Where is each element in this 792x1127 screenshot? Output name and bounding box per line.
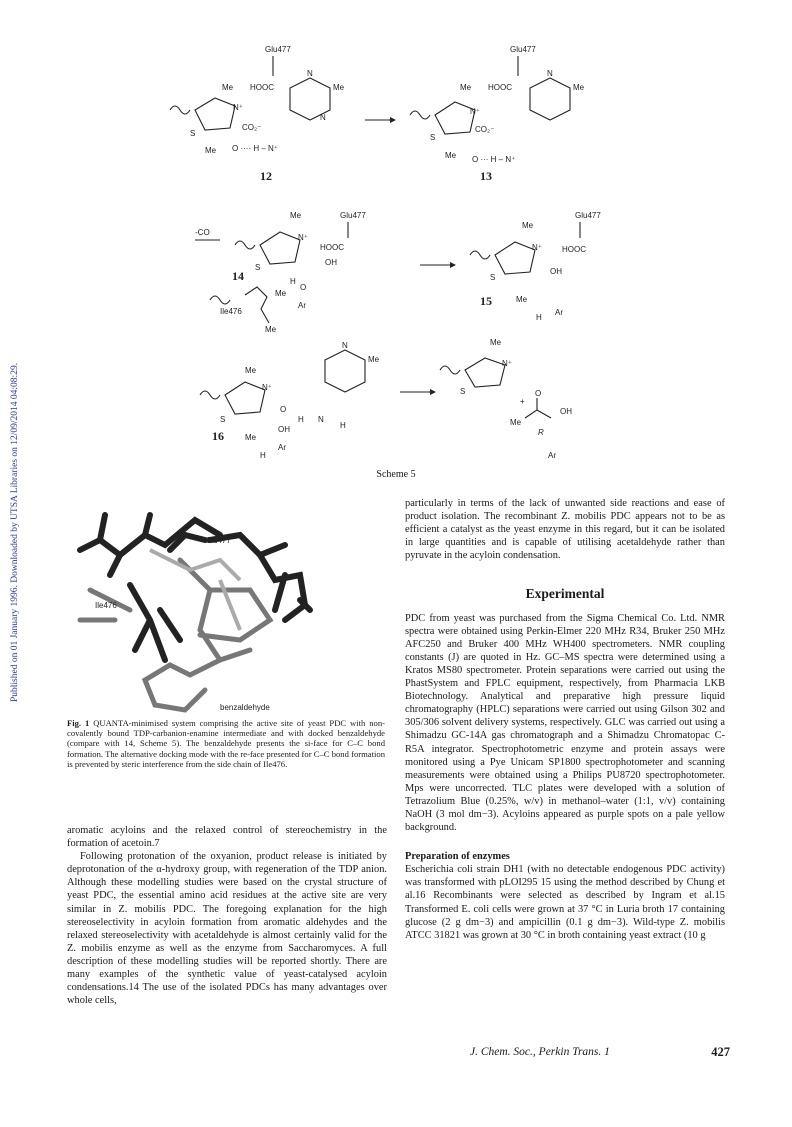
compound-16: 16 xyxy=(212,429,224,443)
svg-text:O ··· H – N⁺: O ··· H – N⁺ xyxy=(472,155,516,164)
svg-text:N⁺: N⁺ xyxy=(298,233,308,242)
me-label-12: Me xyxy=(222,83,234,92)
model-bonds-dark xyxy=(80,515,310,660)
oh-label-15: OH xyxy=(550,267,562,276)
products-structure xyxy=(440,338,572,460)
compound-12: 12 xyxy=(260,169,272,183)
model-svg xyxy=(60,490,320,715)
ar-label-15: Ar xyxy=(555,308,563,317)
hooc-label-15: HOOC xyxy=(562,245,586,254)
svg-text:CO₂⁻: CO₂⁻ xyxy=(475,125,495,134)
figure-1-model xyxy=(60,490,320,715)
svg-text:O: O xyxy=(535,389,542,398)
me-label-16c: Me xyxy=(368,355,380,364)
ar-label-16: Ar xyxy=(278,443,286,452)
svg-text:O: O xyxy=(280,405,287,414)
svg-text:S: S xyxy=(460,387,466,396)
glu-label-12: Glu477 xyxy=(265,45,291,54)
svg-text:N⁺: N⁺ xyxy=(532,243,542,252)
journal-name: J. Chem. Soc., Perkin Trans. 1 xyxy=(470,1046,610,1058)
me-label-16b: Me xyxy=(245,433,257,442)
me-label-14: Me xyxy=(290,211,302,220)
scheme-svg xyxy=(150,40,650,460)
figure-1-caption-text: QUANTA-minimised system comprising the active site of yeast PDC with non-covalently bound TDP-carbanion-enamine intermediate and with docked benzaldehyde (compare with 14, Scheme 5). The benzaldehyde presents the si-face for C–C bond formation. The alternative docking mode with the re-face presented for C–C bond formation is prevented by steric interference from the side chain of Ile476. xyxy=(67,718,385,769)
me-label-13b: Me xyxy=(445,151,457,160)
svg-text:S: S xyxy=(220,415,226,424)
svg-text:S: S xyxy=(190,129,196,138)
right-paragraph-2: PDC from yeast was purchased from the Sigma Chemical Co. Ltd. NMR spectra were obtained using Perkin-Elmer 220 MHz R34, Bruker 250 MHz AFC250 and Bruker 400 MHz WH400 spectrometers. NMR coupling constants (J) are quoted in Hz. GC–MS spectra were determined using a Kratos MS80 spectrometer. Protein separations were carried out using the PhastSystem and FPLC equipment, respectively, from Pharmacia LKB Biotechnology. Analytical and preparative high pressure liquid chromatography (HPLC) separations were carried out using Gilson 302 and 305/306 solvent delivery systems, respectively. GLC was carried out using a Shimadzu GC-14A gas chromatograph and a Shimadzu Chromatopac C-R5A integrator. Spectrophotometric enzyme and protein assays were monitored using a Pye Unicam SP1800 spectrophotometer and scanning measurements were obtained using a Philips PU8720 spectrophotometer. Mps were uncorrected. TLC plates were developed with a solution of Tetrazolium Blue (0.25%, w/v) in methanol–water (1:1, v/v) containing NaOH (3 mol dm−3). Acyloins appeared as purple spots on a pale yellow background. xyxy=(405,612,725,834)
svg-text:N⁺: N⁺ xyxy=(470,107,480,116)
svg-text:H: H xyxy=(290,277,296,286)
compound-14-structure xyxy=(195,211,366,334)
ar-label-p: Ar xyxy=(548,451,556,460)
ile-label: Ile476 xyxy=(220,307,242,316)
co2-loss: -CO xyxy=(195,228,210,237)
ar-label-14: Ar xyxy=(298,301,306,310)
enzymes-subheading: Preparation of enzymes xyxy=(405,851,510,863)
compound-15-structure xyxy=(470,211,601,322)
glu-label-13: Glu477 xyxy=(510,45,536,54)
svg-text:O ···· H – N⁺: O ···· H – N⁺ xyxy=(232,144,278,153)
svg-text:N⁺: N⁺ xyxy=(262,383,272,392)
scheme-caption: Scheme 5 xyxy=(376,469,416,480)
figure-1-caption xyxy=(67,718,385,769)
svg-text:H: H xyxy=(536,313,542,322)
me-label-12b: Me xyxy=(205,146,217,155)
right-column-text xyxy=(405,497,725,942)
figure-1-label: Fig. 1 xyxy=(67,718,90,728)
left-paragraph-1: aromatic acyloins and the relaxed control of stereochemistry in the formation of acetoin.7 xyxy=(67,825,387,850)
left-paragraph-2: Following protonation of the oxyanion, product release is initiated by deprotonation of the α-hydroxy group, with regeneration of the TDP anion. Although these modelling studies were based on the crystal structure of yeast PDC, the essential amino acid residues at the active site are very similar in Z. mobilis PDC. The foregoing explanation for the high stereoselectivity in acyloin formation from aromatic aldehydes and the relaxed stereoselectivity with acetaldehyde is almost certainly valid for the Z. mobilis enzyme as well as the enzyme from Saccharomyces. A full description of these modelling studies will be reported shortly. There are many examples of the synthetic value of yeast-catalysed acyloin condensations.14 The use of the isolated PDCs has many advantages over whole cells, xyxy=(67,851,387,1007)
svg-text:CO₂⁻: CO₂⁻ xyxy=(242,123,262,132)
me-label-13c: Me xyxy=(573,83,585,92)
svg-text:N: N xyxy=(342,341,348,350)
glu-label-fig: Glu477 xyxy=(205,536,231,545)
compound-13: 13 xyxy=(480,169,492,183)
oh-label-p: OH xyxy=(560,407,572,416)
svg-text:N: N xyxy=(318,415,324,424)
svg-text:N⁺: N⁺ xyxy=(502,359,512,368)
experimental-heading: Experimental xyxy=(525,586,605,602)
svg-text:H: H xyxy=(260,451,266,460)
svg-text:H: H xyxy=(340,421,346,430)
glu-label-15: Glu477 xyxy=(575,211,601,220)
compound-15: 15 xyxy=(480,294,492,308)
compound-13-structure xyxy=(410,45,585,183)
oh-label-16: OH xyxy=(278,425,290,434)
right-paragraph-3: Escherichia coli strain DH1 (with no detectable endogenous PDC activity) was transformed with pLOI295 15 using the method described by Chung et al.16 Recombinants were selected as described by Ingram et al.15 Transformed E. coli cells were grown at 37 °C in Luria broth 17 containing glucose (2 g dm−3) and ampicillin (0.1 g dm−3). Wild-type Z. mobilis ATCC 31821 was grown at 30 °C in broth containing yeast extract (10 g xyxy=(405,864,725,941)
hooc-label-12: HOOC xyxy=(250,83,274,92)
page-footer xyxy=(470,1046,730,1058)
me-label-14c: Me xyxy=(265,325,277,334)
svg-text:S: S xyxy=(430,133,436,142)
svg-text:N: N xyxy=(307,69,313,78)
benz-label-fig: benzaldehyde xyxy=(220,703,270,712)
me-label-p2: Me xyxy=(510,418,522,427)
me-label-15: Me xyxy=(522,221,534,230)
svg-text:+: + xyxy=(520,397,525,406)
hooc-label-13: HOOC xyxy=(488,83,512,92)
glu-label-14: Glu477 xyxy=(340,211,366,220)
r-label: R xyxy=(538,428,544,437)
me-label-p1: Me xyxy=(490,338,502,347)
download-watermark xyxy=(0,262,20,702)
me-label-12c: Me xyxy=(333,83,345,92)
compound-12-structure xyxy=(170,45,345,183)
hooc-label-14: HOOC xyxy=(320,243,344,252)
svg-text:N: N xyxy=(320,113,326,122)
scheme-5-drawing xyxy=(150,40,650,460)
page-number: 427 xyxy=(711,1045,730,1059)
me-label-14b: Me xyxy=(275,289,287,298)
svg-text:H: H xyxy=(298,415,304,424)
svg-text:S: S xyxy=(490,273,496,282)
svg-text:N: N xyxy=(547,69,553,78)
me-label-13: Me xyxy=(460,83,472,92)
svg-text:N⁺: N⁺ xyxy=(233,103,243,112)
oh-label-14: OH xyxy=(325,258,337,267)
compound-14: 14 xyxy=(232,269,244,283)
svg-text:S: S xyxy=(255,263,261,272)
svg-text:O: O xyxy=(300,283,307,292)
me-label-16: Me xyxy=(245,366,257,375)
me-label-15b: Me xyxy=(516,295,528,304)
left-column-text xyxy=(67,824,387,1007)
download-note: Published on 01 January 1996. Downloaded by UTSA Libraries on 12/09/2014 04:08:29. xyxy=(10,362,20,702)
ile-label-fig: Ile476 xyxy=(95,601,117,610)
right-paragraph-1: particularly in terms of the lack of unwanted side reactions and ease of product isolation. The recombinant Z. mobilis PDC appears not to be as efficient a catalyst as the yeast enzyme in this regard, but it can be isolated in large quantities and is capable of utilising acetaldehyde rather than pyruvate in the acyloin condensation. xyxy=(405,498,725,562)
compound-16-structure xyxy=(200,341,380,460)
